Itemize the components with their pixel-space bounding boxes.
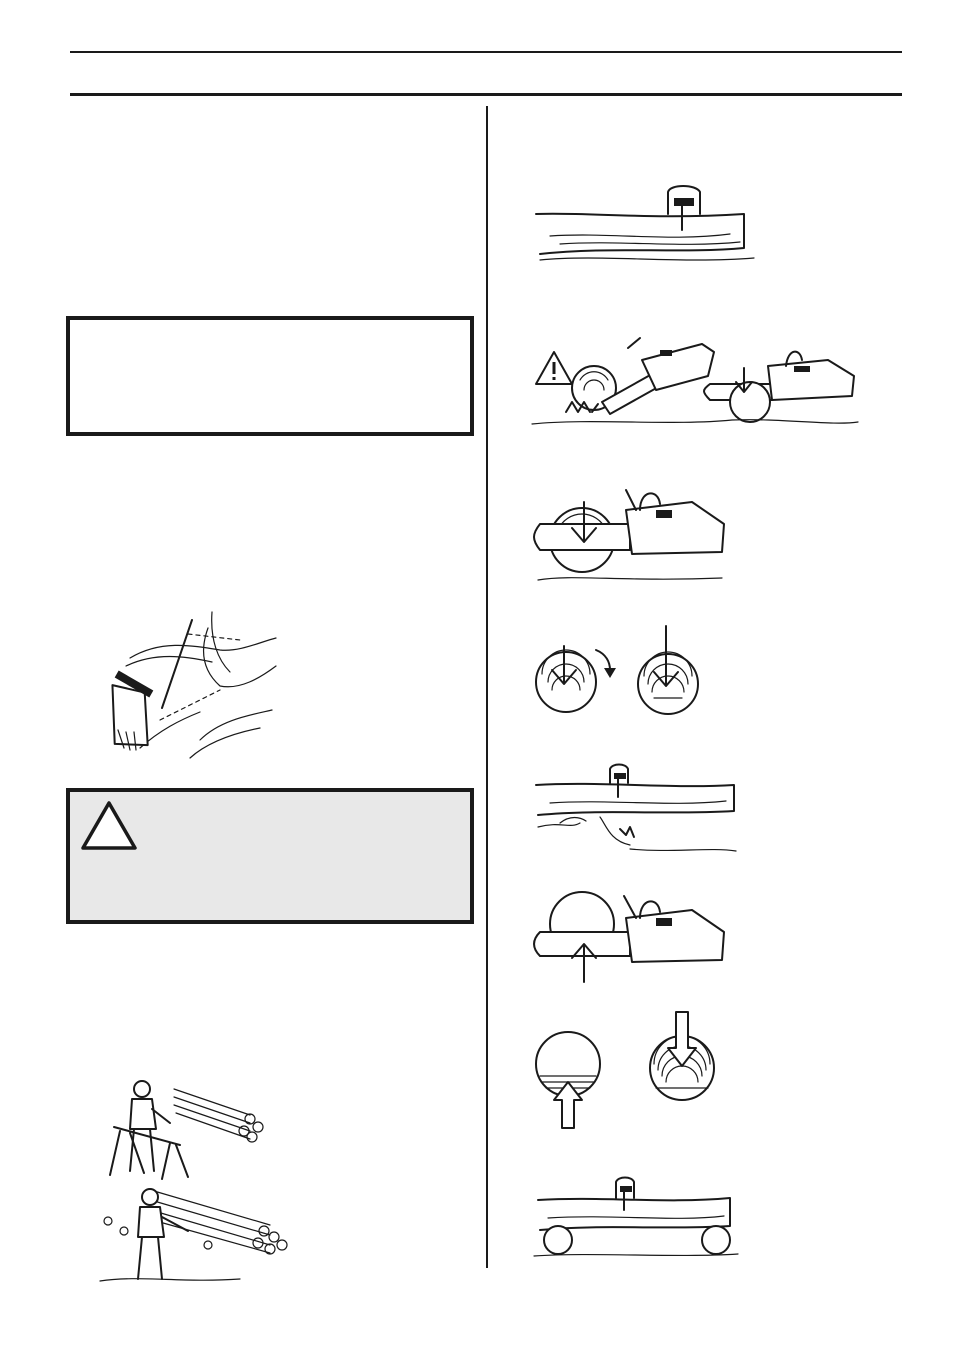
rotate-arrow-icon (596, 650, 610, 670)
warning-box (66, 788, 474, 924)
log-supported-both-ends-illustration (534, 1176, 738, 1266)
kickback-vs-correct-cut-illustration (532, 330, 862, 435)
log-supported-one-end-illustration (530, 765, 740, 860)
warning-triangle-icon (80, 800, 138, 852)
header-rule-top (70, 51, 902, 53)
log-ends-up-down-cut-illustration (530, 1012, 730, 1132)
operators-cutting-stack-illustration (100, 1075, 300, 1285)
limbing-branch-illustration (100, 600, 280, 760)
underside-upward-cut-illustration (532, 890, 732, 990)
log-rotate-then-cut-illustration (534, 622, 734, 722)
header-rule-bottom (70, 93, 902, 96)
cut-log-on-ground-downward-illustration (532, 480, 732, 588)
log-cut-from-above-illustration (530, 184, 760, 274)
notice-box (66, 316, 474, 436)
column-divider (486, 106, 488, 1268)
